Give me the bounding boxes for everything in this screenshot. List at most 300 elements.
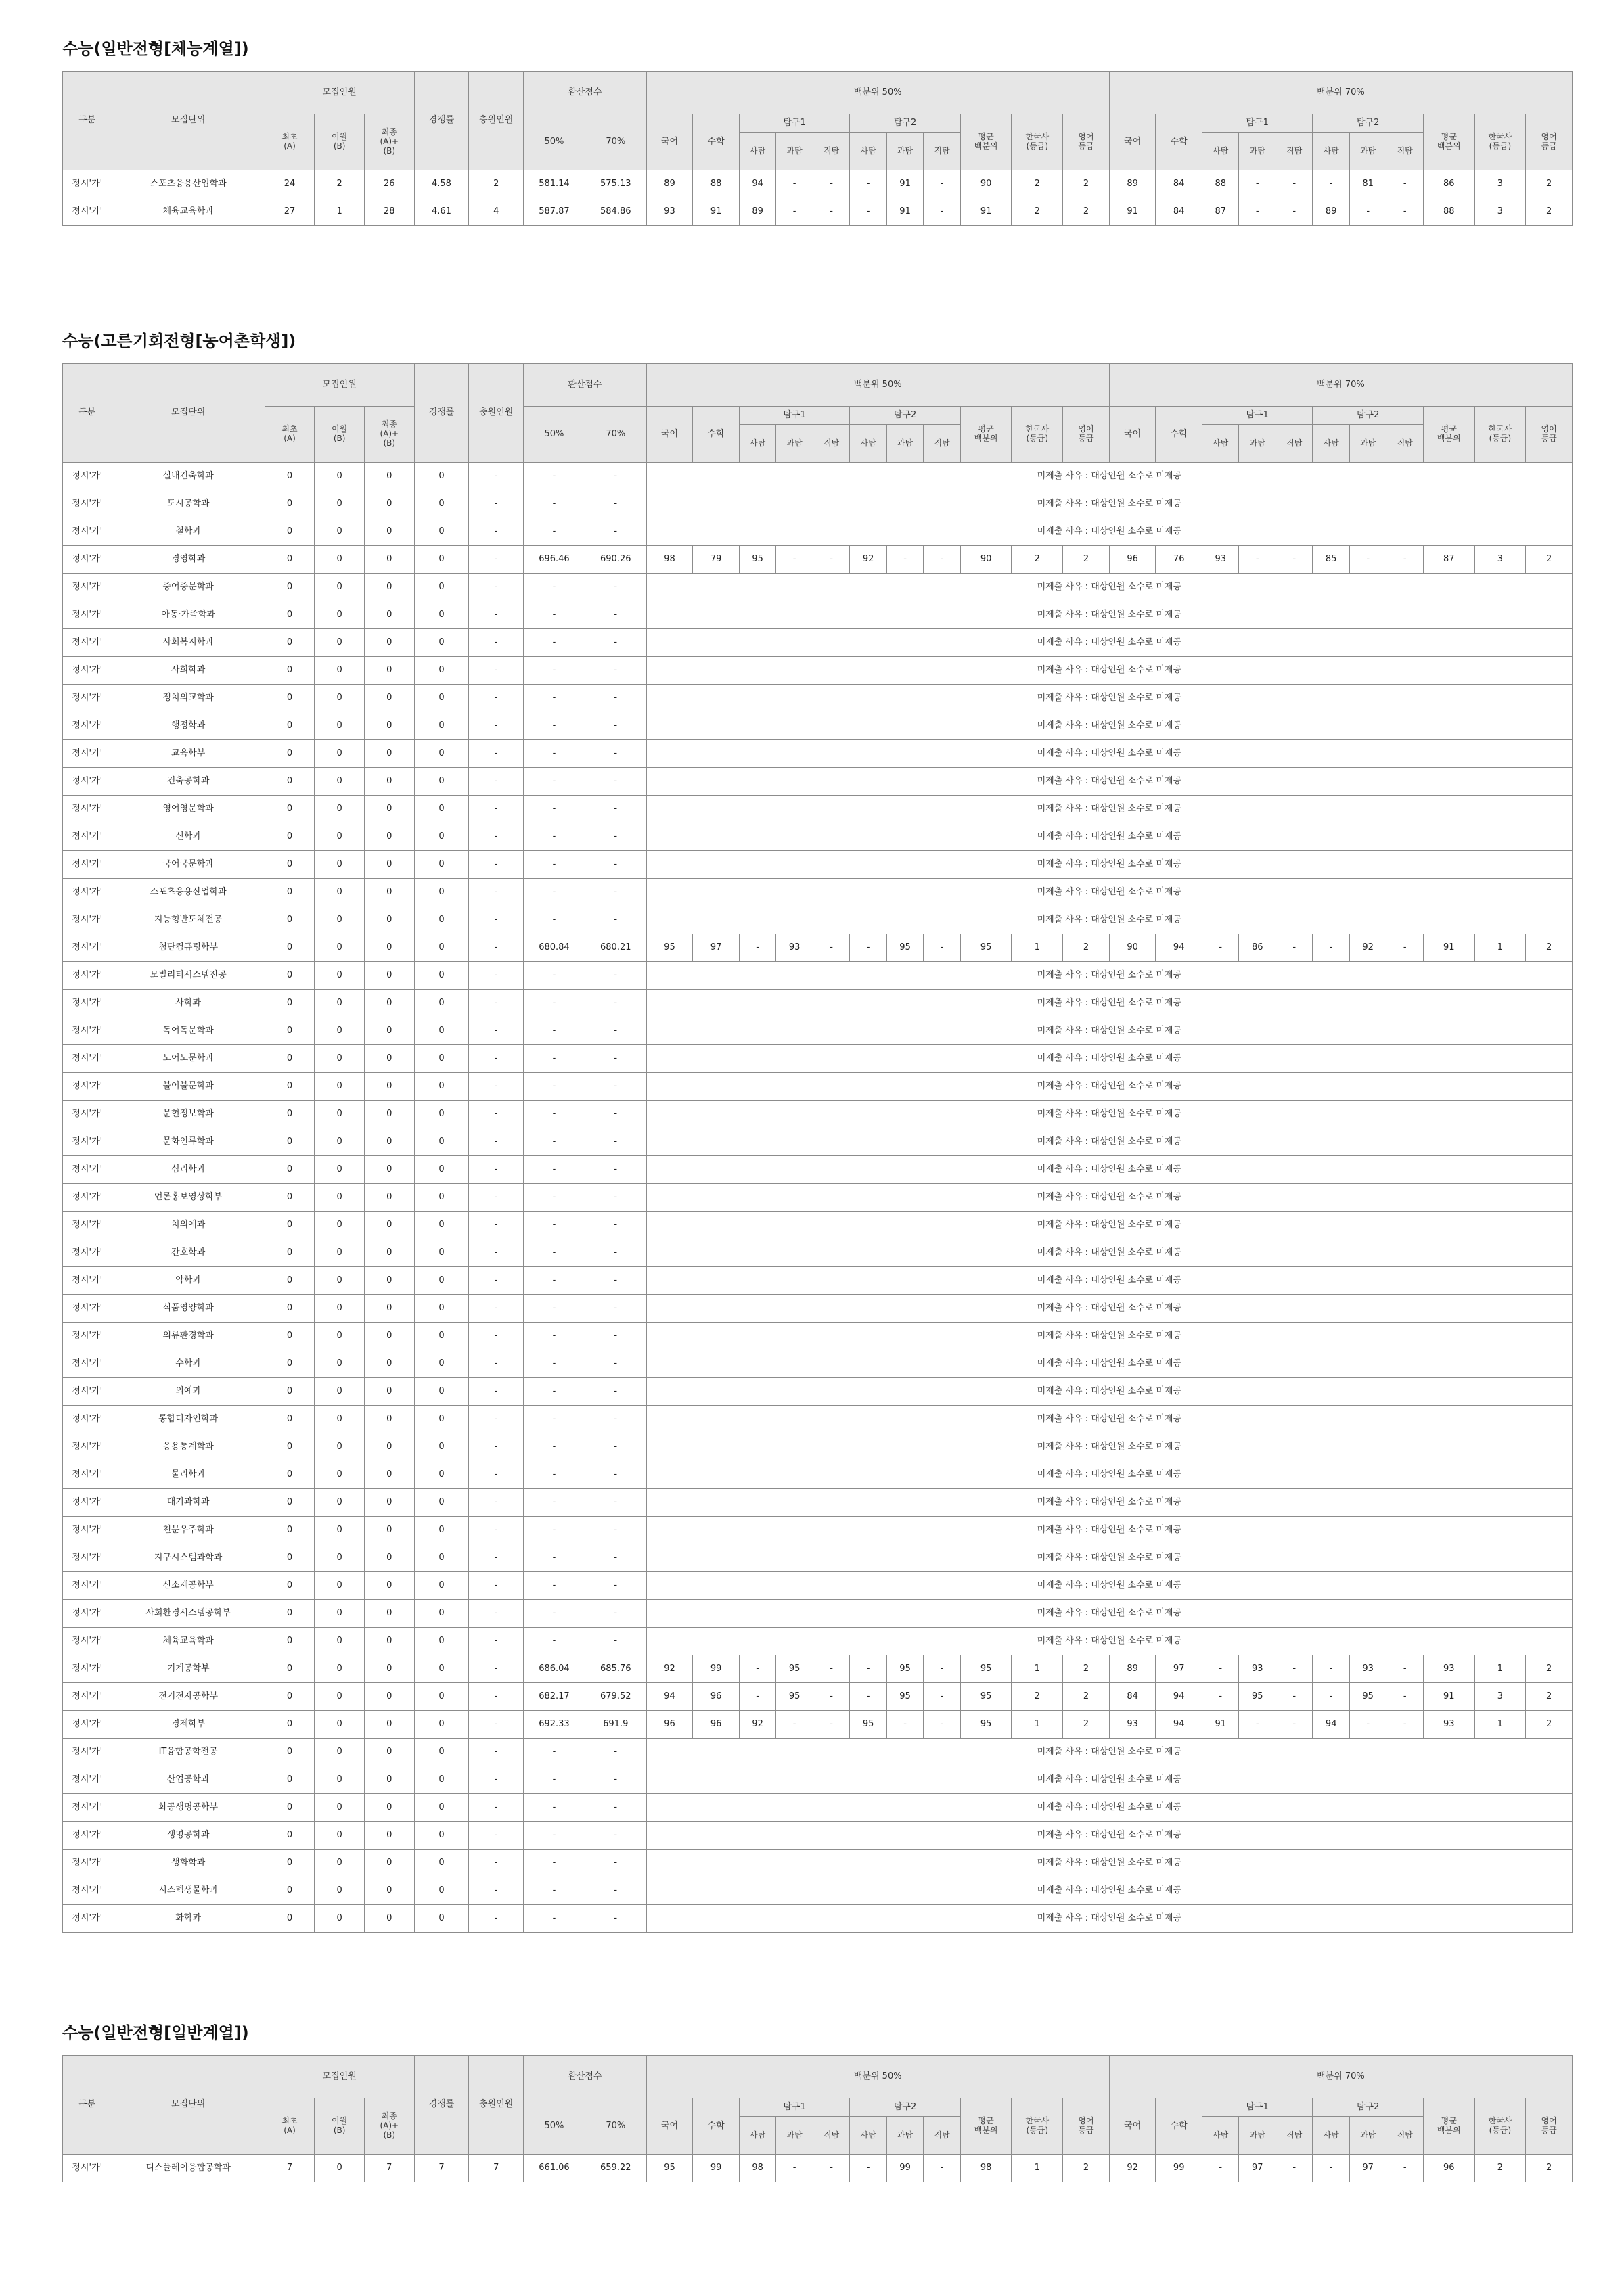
table-cell: -	[469, 1711, 524, 1739]
header-social: 사탐	[1313, 2117, 1349, 2155]
header-additional: 충원인원	[469, 364, 524, 463]
no-data-note: 미제출 사유 : 대상인원 소수로 미제공	[646, 1822, 1572, 1850]
table-cell: 0	[414, 1239, 469, 1267]
table-row	[63, 1323, 1573, 1350]
table-cell: 0	[414, 1101, 469, 1128]
table-cell: -	[585, 990, 646, 1017]
unit-name-cell: 의류환경학과	[112, 1323, 265, 1350]
table-cell: 정시'가'	[63, 1184, 112, 1212]
unit-name-cell: 기계공학부	[112, 1655, 265, 1683]
table-cell: 0	[315, 1739, 365, 1766]
table-cell: 정시'가'	[63, 518, 112, 546]
table-cell: -	[585, 768, 646, 796]
table-cell: -	[850, 1683, 886, 1711]
table-cell: 0	[414, 796, 469, 823]
table-cell: -	[524, 574, 585, 601]
table-cell: 0	[315, 1766, 365, 1794]
table-cell: 0	[364, 1433, 414, 1461]
table-cell: 682.17	[524, 1683, 585, 1711]
table-cell: 89	[1109, 1655, 1156, 1683]
table-cell: 91	[960, 198, 1012, 226]
table-cell: 0	[265, 1323, 315, 1350]
table-row	[63, 906, 1573, 934]
table-cell: 0	[265, 990, 315, 1017]
table-cell: 0	[364, 1850, 414, 1877]
table-cell: 89	[646, 170, 693, 198]
table-row	[63, 490, 1573, 518]
table-cell: 0	[315, 1655, 365, 1683]
unit-name-cell: 경영학과	[112, 546, 265, 574]
table-cell: 0	[414, 1766, 469, 1794]
no-data-note: 미제출 사유 : 대상인원 소수로 미제공	[646, 1101, 1572, 1128]
table-cell: 4	[469, 198, 524, 226]
table-cell: -	[585, 1323, 646, 1350]
table-cell: 98	[739, 2155, 775, 2182]
table-cell: 정시'가'	[63, 1517, 112, 1544]
table-cell: 2	[1526, 1683, 1573, 1711]
table-cell: 95	[886, 1683, 923, 1711]
table-row	[63, 685, 1573, 712]
header-competition: 경쟁률	[414, 2056, 469, 2155]
table-cell: -	[776, 170, 813, 198]
table-row	[63, 990, 1573, 1017]
table-cell: 정시'가'	[63, 1156, 112, 1184]
table-cell: -	[524, 1212, 585, 1239]
table-cell: 정시'가'	[63, 170, 112, 198]
table-cell: -	[524, 1350, 585, 1378]
unit-name-cell: 교육학부	[112, 740, 265, 768]
header-science: 과탐	[776, 425, 813, 463]
table-cell: 93	[1423, 1711, 1474, 1739]
table-cell: 0	[364, 1239, 414, 1267]
table-cell: -	[1202, 934, 1239, 962]
table-cell: 정시'가'	[63, 1045, 112, 1073]
table-row	[63, 574, 1573, 601]
table-cell: 2	[1063, 546, 1110, 574]
table-cell: 0	[364, 851, 414, 879]
table-cell: -	[585, 1267, 646, 1295]
table-cell: 0	[265, 1267, 315, 1295]
table-cell: 0	[364, 490, 414, 518]
table-cell: 0	[414, 1877, 469, 1905]
table-cell: -	[585, 1212, 646, 1239]
header-social: 사탐	[1313, 425, 1349, 463]
table-cell: -	[739, 1655, 775, 1683]
table-cell: 96	[693, 1683, 740, 1711]
table-cell: 0	[265, 1433, 315, 1461]
table-row	[63, 1212, 1573, 1239]
table-cell: 581.14	[524, 170, 585, 198]
table-row	[63, 1184, 1573, 1212]
table-cell: 정시'가'	[63, 1489, 112, 1517]
table-cell: 0	[364, 879, 414, 906]
table-cell: -	[524, 1073, 585, 1101]
unit-name-cell: 지구시스템과학과	[112, 1544, 265, 1572]
table-cell: 680.21	[585, 934, 646, 962]
table-row	[63, 170, 1573, 198]
header-english: 영어 등급	[1526, 2098, 1573, 2155]
table-cell: 0	[315, 879, 365, 906]
table-cell: 0	[414, 740, 469, 768]
table-cell: 0	[414, 1794, 469, 1822]
table-cell: -	[585, 518, 646, 546]
table-cell: -	[469, 629, 524, 657]
table-cell: 2	[1063, 170, 1110, 198]
table-cell: -	[524, 1323, 585, 1350]
table-cell: 584.86	[585, 198, 646, 226]
table-cell: -	[1386, 934, 1423, 962]
header-science: 과탐	[886, 133, 923, 170]
table-cell: 0	[265, 1239, 315, 1267]
table-cell: -	[585, 1045, 646, 1073]
table-cell: -	[585, 1517, 646, 1544]
header-converted: 환산점수	[524, 364, 647, 407]
header-math: 수학	[693, 2098, 740, 2155]
table-row	[63, 1766, 1573, 1794]
table-row	[63, 1461, 1573, 1489]
table-cell: 0	[315, 1045, 365, 1073]
table-cell: 0	[364, 1295, 414, 1323]
table-cell: -	[585, 740, 646, 768]
table-cell: -	[524, 1877, 585, 1905]
table-cell: -	[469, 1267, 524, 1295]
header-avg-pct: 평균 백분위	[960, 114, 1012, 170]
header-p50: 50%	[524, 114, 585, 170]
table-cell: 2	[1526, 1711, 1573, 1739]
table-cell: 0	[315, 1350, 365, 1378]
table-cell: -	[585, 1184, 646, 1212]
table-cell: -	[469, 657, 524, 685]
table-cell: 0	[315, 1406, 365, 1433]
table-cell: 0	[315, 768, 365, 796]
header-science: 과탐	[1239, 133, 1276, 170]
table-row	[63, 1267, 1573, 1295]
header-history: 한국사 (등급)	[1012, 407, 1063, 463]
header-avg-pct: 평균 백분위	[1423, 114, 1474, 170]
table-cell: -	[469, 685, 524, 712]
table-row	[63, 1794, 1573, 1822]
table-cell: -	[776, 198, 813, 226]
table-cell: 7	[265, 2155, 315, 2182]
table-cell: 0	[315, 1794, 365, 1822]
table-cell: -	[469, 1905, 524, 1933]
section-title: 수능(일반전형[일반계열])	[62, 2023, 249, 2042]
table-cell: 0	[364, 1461, 414, 1489]
unit-name-cell: 산업공학과	[112, 1766, 265, 1794]
table-cell: -	[524, 740, 585, 768]
header-science: 과탐	[1349, 2117, 1386, 2155]
header-english: 영어 등급	[1526, 114, 1573, 170]
table-cell: -	[524, 1045, 585, 1073]
table-cell: -	[585, 1073, 646, 1101]
no-data-note: 미제출 사유 : 대상인원 소수로 미제공	[646, 1905, 1572, 1933]
unit-name-cell: 독어독문학과	[112, 1017, 265, 1045]
unit-name-cell: 문헌정보학과	[112, 1101, 265, 1128]
table-cell: 96	[1423, 2155, 1474, 2182]
unit-name-cell: 치의예과	[112, 1212, 265, 1239]
header-history: 한국사 (등급)	[1012, 2098, 1063, 2155]
table-cell: -	[1239, 170, 1276, 198]
table-cell: -	[886, 546, 923, 574]
table-cell: 0	[265, 1794, 315, 1822]
table-cell: -	[469, 1350, 524, 1378]
header-english: 영어 등급	[1063, 114, 1110, 170]
table-cell: 0	[265, 1683, 315, 1711]
header-recruit: 모집인원	[265, 364, 414, 407]
table-row	[63, 1045, 1573, 1073]
table-cell: 0	[414, 1323, 469, 1350]
table-cell: 정시'가'	[63, 1267, 112, 1295]
table-cell: -	[585, 1628, 646, 1655]
table-cell: 0	[265, 1156, 315, 1184]
table-cell: -	[469, 1794, 524, 1822]
header-converted: 환산점수	[524, 2056, 647, 2098]
table-cell: 0	[364, 574, 414, 601]
header-pct70: 백분위 70%	[1109, 364, 1572, 407]
table-cell: 정시'가'	[63, 490, 112, 518]
table-cell: 0	[414, 823, 469, 851]
no-data-note: 미제출 사유 : 대상인원 소수로 미제공	[646, 823, 1572, 851]
table-cell: 정시'가'	[63, 1905, 112, 1933]
table-cell: 84	[1156, 198, 1202, 226]
table-cell: -	[813, 1683, 849, 1711]
header-pct50: 백분위 50%	[646, 72, 1109, 114]
table-cell: 정시'가'	[63, 1295, 112, 1323]
table-cell: 690.26	[585, 546, 646, 574]
table-cell: -	[1202, 1683, 1239, 1711]
header-pct70: 백분위 70%	[1109, 72, 1572, 114]
header-unit: 모집단위	[112, 72, 265, 170]
table-cell: -	[1313, 2155, 1349, 2182]
header-social: 사탐	[739, 425, 775, 463]
table-cell: 94	[646, 1683, 693, 1711]
table-cell: -	[469, 1850, 524, 1877]
unit-name-cell: 중어중문학과	[112, 574, 265, 601]
table-cell: 정시'가'	[63, 712, 112, 740]
table-cell: -	[469, 1544, 524, 1572]
table-cell: -	[585, 1794, 646, 1822]
unit-name-cell: 스포츠응용산업학과	[112, 879, 265, 906]
table-cell: -	[469, 1295, 524, 1323]
table-cell: 93	[1202, 546, 1239, 574]
header-vocational: 직탐	[1276, 133, 1312, 170]
table-cell: -	[585, 796, 646, 823]
header-carryover: 이월 (B)	[315, 407, 365, 463]
table-cell: -	[1276, 546, 1312, 574]
table-cell: 2	[1063, 198, 1110, 226]
no-data-note: 미제출 사유 : 대상인원 소수로 미제공	[646, 1212, 1572, 1239]
table-cell: 94	[1156, 1683, 1202, 1711]
table-cell: 0	[414, 1128, 469, 1156]
table-cell: 정시'가'	[63, 740, 112, 768]
table-cell: 0	[364, 1489, 414, 1517]
header-inquiry1: 탐구1	[739, 2098, 849, 2117]
table-cell: -	[1386, 1655, 1423, 1683]
table-cell: -	[585, 629, 646, 657]
table-row	[63, 1433, 1573, 1461]
no-data-note: 미제출 사유 : 대상인원 소수로 미제공	[646, 768, 1572, 796]
table-cell: -	[524, 518, 585, 546]
header-korean: 국어	[1109, 114, 1156, 170]
table-cell: 89	[739, 198, 775, 226]
unit-name-cell: 체육교육학과	[112, 198, 265, 226]
header-science: 과탐	[886, 2117, 923, 2155]
table-cell: -	[524, 1572, 585, 1600]
table-cell: 정시'가'	[63, 1877, 112, 1905]
table-cell: 0	[414, 1212, 469, 1239]
no-data-note: 미제출 사유 : 대상인원 소수로 미제공	[646, 657, 1572, 685]
table-cell: 0	[265, 1600, 315, 1628]
table-cell: 0	[265, 934, 315, 962]
table-cell: 0	[414, 1683, 469, 1711]
header-initial: 최초 (A)	[265, 2098, 315, 2155]
table-cell: 91	[1202, 1711, 1239, 1739]
table-row	[63, 1850, 1573, 1877]
table-cell: -	[524, 1433, 585, 1461]
table-cell: -	[524, 1239, 585, 1267]
table-cell: 정시'가'	[63, 1073, 112, 1101]
table-cell: 정시'가'	[63, 2155, 112, 2182]
table-cell: 0	[265, 490, 315, 518]
table-row	[63, 1683, 1573, 1711]
no-data-note: 미제출 사유 : 대상인원 소수로 미제공	[646, 490, 1572, 518]
table-row	[63, 1406, 1573, 1433]
table-row	[63, 198, 1573, 226]
table-cell: 0	[364, 1128, 414, 1156]
table-cell: 0	[364, 934, 414, 962]
table-cell: 95	[646, 934, 693, 962]
table-row	[63, 1489, 1573, 1517]
table-cell: 0	[364, 463, 414, 490]
no-data-note: 미제출 사유 : 대상인원 소수로 미제공	[646, 1128, 1572, 1156]
header-avg-pct: 평균 백분위	[1423, 2098, 1474, 2155]
table-cell: 0	[315, 629, 365, 657]
header-vocational: 직탐	[924, 2117, 960, 2155]
header-gubun: 구분	[63, 364, 112, 463]
header-math: 수학	[1156, 407, 1202, 463]
table-cell: 0	[364, 906, 414, 934]
table-cell: 0	[315, 1600, 365, 1628]
header-inquiry2: 탐구2	[1313, 407, 1423, 425]
table-cell: -	[585, 1739, 646, 1766]
table-cell: -	[1276, 1683, 1312, 1711]
header-vocational: 직탐	[1276, 425, 1312, 463]
table-cell: 85	[1313, 546, 1349, 574]
admission-table	[62, 71, 1573, 226]
table-cell: 정시'가'	[63, 990, 112, 1017]
table-cell: -	[469, 851, 524, 879]
header-korean: 국어	[646, 407, 693, 463]
table-cell: 91	[886, 198, 923, 226]
unit-name-cell: 의예과	[112, 1378, 265, 1406]
table-cell: 2	[1012, 198, 1063, 226]
table-row	[63, 1600, 1573, 1628]
table-cell: -	[524, 685, 585, 712]
table-cell: 99	[693, 1655, 740, 1683]
table-cell: -	[1349, 546, 1386, 574]
table-cell: -	[585, 463, 646, 490]
table-cell: -	[524, 1822, 585, 1850]
table-cell: -	[585, 1572, 646, 1600]
table-row	[63, 712, 1573, 740]
table-cell: 92	[739, 1711, 775, 1739]
table-cell: -	[1313, 1683, 1349, 1711]
table-cell: -	[469, 740, 524, 768]
table-cell: 0	[265, 1822, 315, 1850]
table-cell: 0	[414, 1433, 469, 1461]
table-cell: 27	[265, 198, 315, 226]
table-row	[63, 546, 1573, 574]
table-cell: 정시'가'	[63, 1711, 112, 1739]
table-cell: 3	[1474, 546, 1526, 574]
table-cell: 정시'가'	[63, 1850, 112, 1877]
table-cell: -	[469, 962, 524, 990]
unit-name-cell: 모빌리티시스템전공	[112, 962, 265, 990]
table-cell: 0	[364, 657, 414, 685]
table-cell: 0	[414, 1073, 469, 1101]
table-cell: 0	[265, 1128, 315, 1156]
unit-name-cell: 물리학과	[112, 1461, 265, 1489]
table-cell: -	[585, 1905, 646, 1933]
table-cell: 1	[1474, 1711, 1526, 1739]
table-cell: 0	[265, 1572, 315, 1600]
table-cell: -	[585, 906, 646, 934]
header-english: 영어 등급	[1063, 2098, 1110, 2155]
table-cell: 2	[1063, 1683, 1110, 1711]
header-social: 사탐	[1202, 2117, 1239, 2155]
table-cell: 정시'가'	[63, 1350, 112, 1378]
table-cell: -	[469, 1433, 524, 1461]
table-cell: 0	[315, 934, 365, 962]
table-cell: 86	[1423, 170, 1474, 198]
table-cell: -	[585, 1461, 646, 1489]
table-cell: -	[469, 463, 524, 490]
table-cell: 2	[1526, 2155, 1573, 2182]
table-cell: -	[585, 1156, 646, 1184]
header-final: 최종 (A)+ (B)	[364, 114, 414, 170]
table-cell: 696.46	[524, 546, 585, 574]
table-cell: -	[524, 851, 585, 879]
table-cell: 2	[1012, 1683, 1063, 1711]
table-cell: 0	[265, 1517, 315, 1544]
table-cell: 1	[1012, 934, 1063, 962]
table-cell: 0	[265, 1017, 315, 1045]
no-data-note: 미제출 사유 : 대상인원 소수로 미제공	[646, 1877, 1572, 1905]
table-cell: 정시'가'	[63, 1572, 112, 1600]
table-cell: -	[524, 796, 585, 823]
unit-name-cell: 천문우주학과	[112, 1517, 265, 1544]
header-vocational: 직탐	[924, 425, 960, 463]
table-cell: 0	[414, 879, 469, 906]
table-cell: 2	[1012, 170, 1063, 198]
table-cell: 95	[1239, 1683, 1276, 1711]
table-cell: -	[585, 1378, 646, 1406]
no-data-note: 미제출 사유 : 대상인원 소수로 미제공	[646, 1517, 1572, 1544]
table-cell: 0	[364, 1073, 414, 1101]
table-cell: 0	[315, 490, 365, 518]
header-vocational: 직탐	[1276, 2117, 1312, 2155]
table-cell: -	[585, 1017, 646, 1045]
unit-name-cell: 사회학과	[112, 657, 265, 685]
table-cell: 정시'가'	[63, 962, 112, 990]
table-cell: -	[524, 1128, 585, 1156]
table-cell: 0	[414, 934, 469, 962]
unit-name-cell: 대기과학과	[112, 1489, 265, 1517]
table-cell: 0	[265, 768, 315, 796]
table-cell: 0	[265, 823, 315, 851]
table-row	[63, 1101, 1573, 1128]
table-cell: -	[585, 851, 646, 879]
